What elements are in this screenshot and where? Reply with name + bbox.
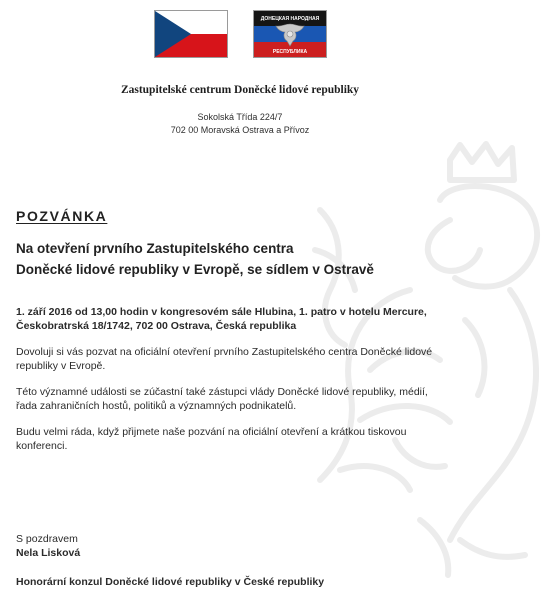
- signer-name: Nela Lisková: [16, 547, 81, 559]
- attendees-paragraph-line2: řada zahraničních hostů, politiků a významných podnikatelů.: [16, 400, 297, 412]
- signer-title: Honorární konzul Doněcké lidové republiky v České republiky: [16, 576, 325, 588]
- event-details-line1: 1. září 2016 od 13,00 hodin v kongresovém sále Hlubina, 1. patro v hotelu Mercure,: [16, 306, 427, 318]
- invitation-paragraph-line2: republiky v Evropě.: [16, 360, 106, 372]
- heraldic-lion-watermark-icon: [300, 140, 547, 580]
- invitation-heading: POZVÁNKA: [16, 208, 108, 224]
- attendees-paragraph-line1: Této významné události se zúčastní také zástupci vlády Doněcké lidové republiky, médií,: [16, 386, 428, 398]
- invitation-subtitle-line1: Na otevření prvního Zastupitelského centra: [16, 241, 294, 256]
- dnr-flag-top-text: ДОНЕЦКАЯ НАРОДНАЯ: [260, 16, 320, 22]
- czech-flag-icon: [154, 10, 228, 58]
- event-details-line2: Českobratrská 18/1742, 702 00 Ostrava, Česká republika: [16, 320, 297, 332]
- closing-paragraph-line1: Budu velmi ráda, když přijmete naše pozvání na oficiální otevření a krátkou tiskovou: [16, 426, 407, 438]
- address-city: 702 00 Moravská Ostrava a Přívoz: [170, 125, 310, 135]
- greeting: S pozdravem: [16, 533, 78, 545]
- organization-name: Zastupitelské centrum Doněcké lidové republiky: [120, 84, 360, 96]
- invitation-paragraph-line1: Dovoluji si vás pozvat na oficiální otevření prvního Zastupitelského centra Doněcké lidové: [16, 346, 433, 358]
- address-street: Sokolská Třída 224/7: [197, 112, 283, 122]
- dnr-flag-icon: [253, 10, 327, 58]
- dnr-flag-bottom-text: РЕСПУБЛИКА: [272, 49, 308, 55]
- closing-paragraph-line2: konferenci.: [16, 440, 68, 452]
- invitation-subtitle-line2: Doněcké lidové republiky v Evropě, se sídlem v Ostravě: [16, 262, 374, 277]
